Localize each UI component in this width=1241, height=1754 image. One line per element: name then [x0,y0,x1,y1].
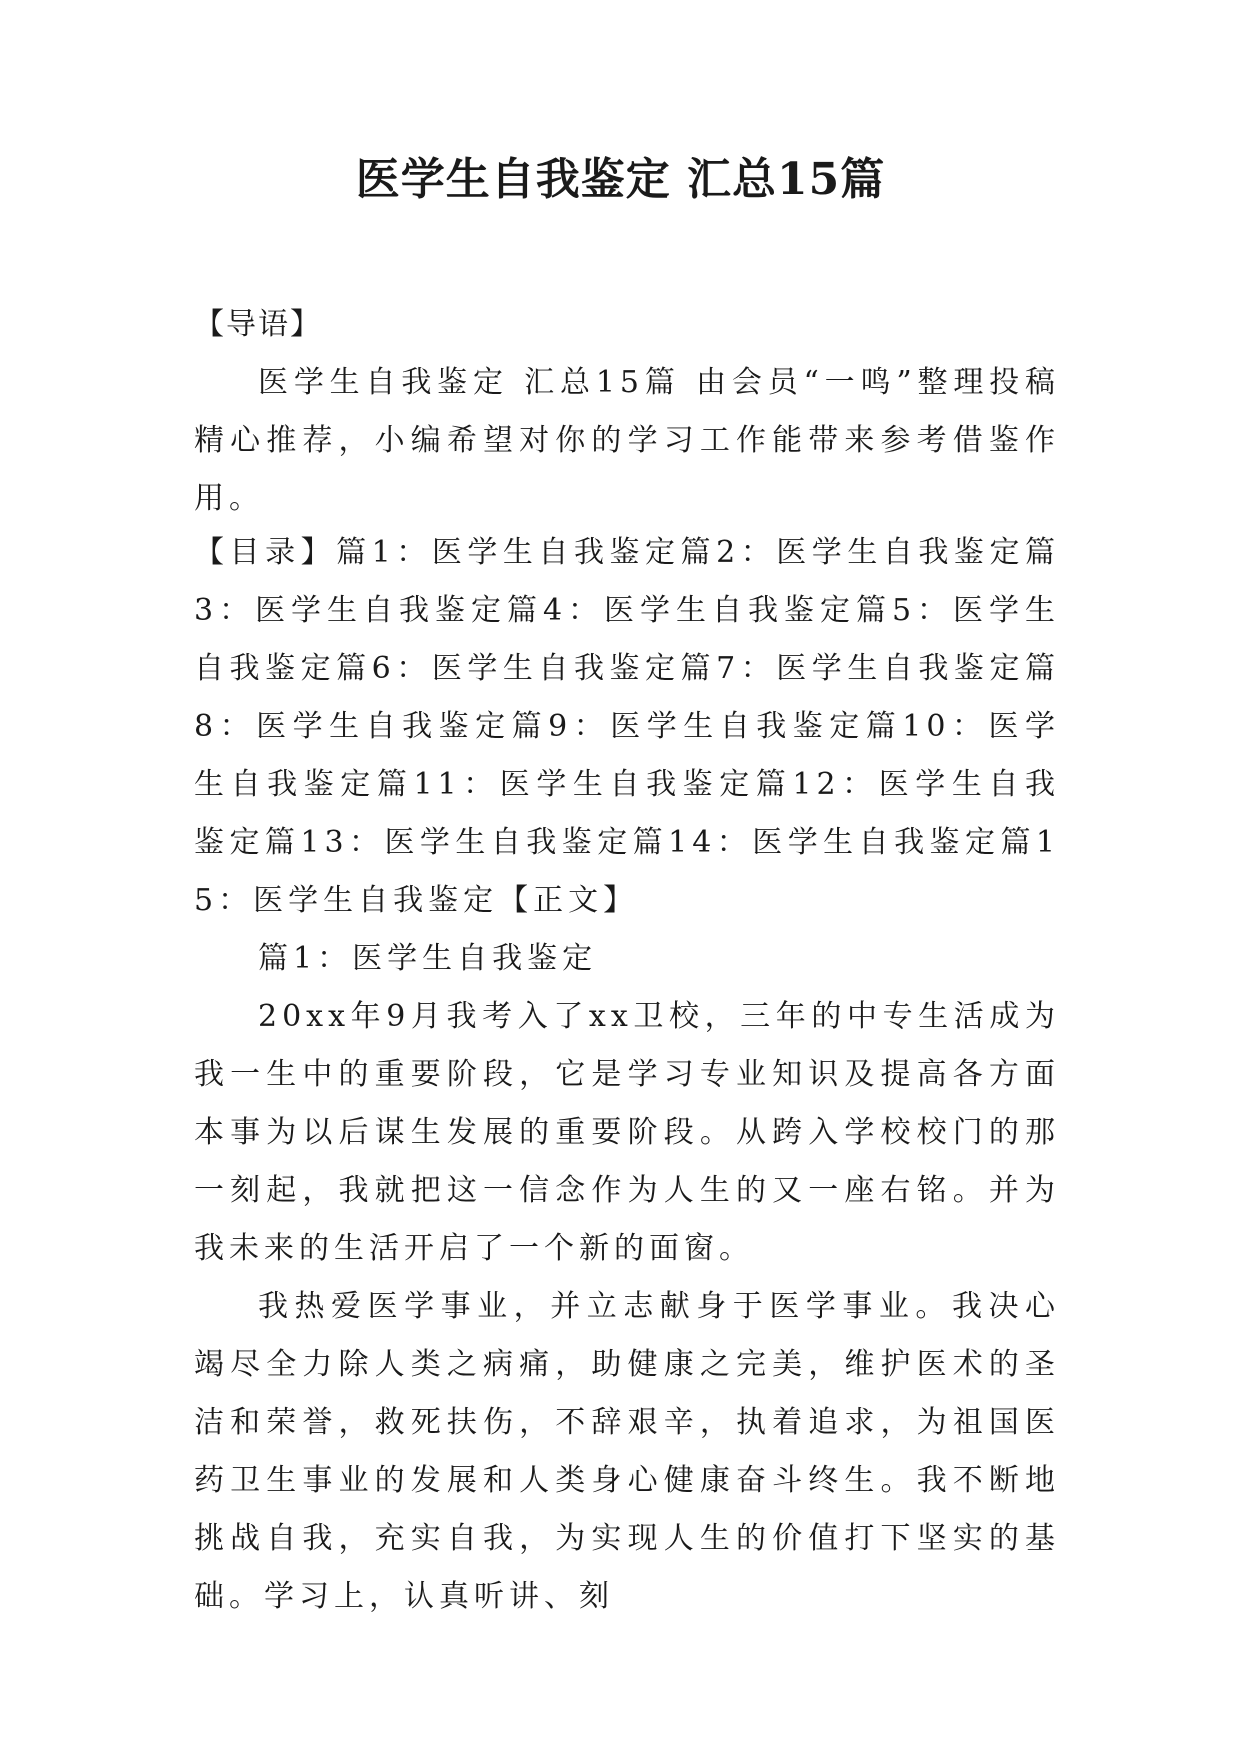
guide-section [194,296,1060,528]
guide-heading: 【导语】 [194,307,322,342]
section-heading-1: 篇1：医学生自我鉴定 [258,941,598,976]
guide-paragraph: 医学生自我鉴定 汇总15篇 由会员“一鸣”整理投稿精心推荐，小编希望对你的学习工作能带来参考借鉴作用。 [194,365,1060,516]
table-of-contents: 【目录】篇1：医学生自我鉴定篇2：医学生自我鉴定篇3：医学生自我鉴定篇4：医学生自我鉴定篇5：医学生自我鉴定篇6：医学生自我鉴定篇7：医学生自我鉴定篇8：医学生自我鉴定篇9：医学生自我鉴定篇10：医学生自我鉴定篇11：医学生自我鉴定篇12：医学生自我鉴定篇13：医学生自我鉴定篇14：医学生自我鉴定篇15：医学生自我鉴定【正文】 [194,535,1060,918]
body-paragraph-1: 20xx年9月我考入了xx卫校，三年的中专生活成为我一生中的重要阶段，它是学习专业知识及提高各方面本事为以后谋生发展的重要阶段。从跨入学校校门的那一刻起，我就把这一信念作为人生的又一座右铭。并为我未来的生活开启了一个新的面窗。 [194,999,1060,1266]
document-title: 医学生自我鉴定 汇总15篇 [355,154,886,205]
body-paragraph-2: 我热爱医学事业，并立志献身于医学事业。我决心竭尽全力除人类之病痛，助健康之完美，维护医术的圣洁和荣誉，救死扶伤，不辞艰辛，执着追求，为祖国医药卫生事业的发展和人类身心健康奋斗终生。我不断地挑战自我，充实自我，为实现人生的价值打下坚实的基础。学习上，认真听讲、刻 [194,1289,1060,1614]
main-content [194,524,1060,1626]
